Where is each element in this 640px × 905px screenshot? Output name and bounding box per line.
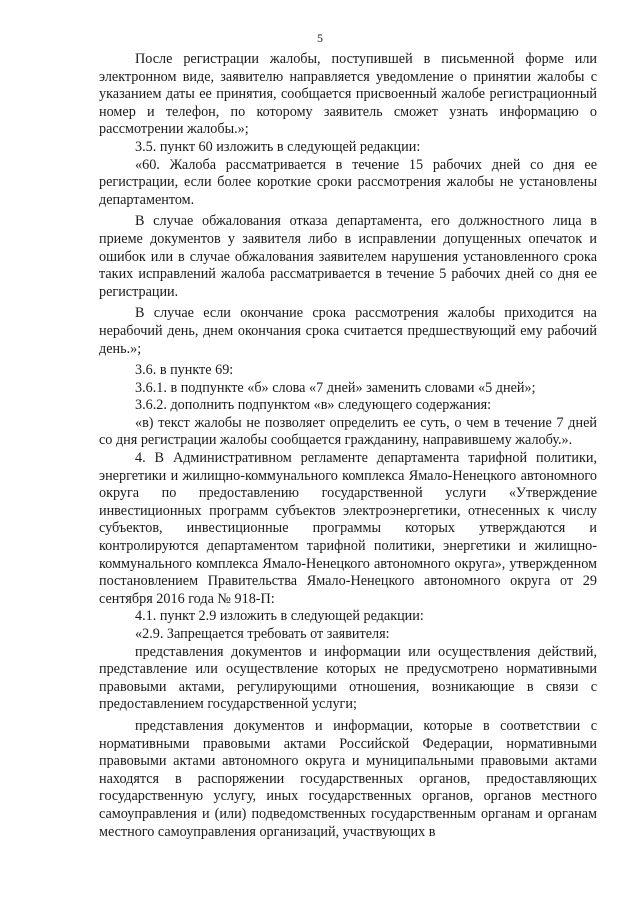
paragraph-item-3-6: 3.6. в пункте 69:	[135, 362, 234, 379]
page-number: 5	[317, 31, 323, 45]
paragraph-non-working-day: В случае если окончание срока рассмотрения жалобы приходится на нерабочий день, днем окончания срока считается предшествующий ему рабочий день.»;	[99, 305, 597, 357]
paragraph-item-3-6-2: 3.6.2. дополнить подпунктом «в» следующего содержания:	[135, 397, 492, 414]
paragraph-item-3-5: 3.5. пункт 60 изложить в следующей редакции:	[135, 138, 421, 155]
paragraph-item-4-1: 4.1. пункт 2.9 изложить в следующей редакции:	[135, 608, 424, 625]
paragraph-subitem-v: «в) текст жалобы не позволяет определить ее суть, о чем в течение 7 дней со дня регистрации жалобы сообщается гражданину, направившему жалобу.».	[99, 414, 597, 449]
paragraph-item-3-6-1: 3.6.1. в подпункте «б» слова «7 дней» заменить словами «5 дней»;	[135, 379, 536, 396]
paragraph-prohibition-documents: представления документов и информации, которые в соответствии с нормативными правовыми актами Российской Федерации, нормативными правовыми актами автономного округа и муниципальными правовыми актами находятся в распоряжении государственных органов, предоставляющих государственную услугу, иных государственных органов, органов местного самоуправления и (или) подведомственных государственным органам и органам местного самоуправления организаций, участвующих в	[99, 717, 597, 840]
document-body	[99, 51, 597, 841]
paragraph-item-2-9: «2.9. Запрещается требовать от заявителя:	[135, 626, 390, 642]
paragraph-item-4: 4. В Административном регламенте департамента тарифной политики, энергетики и жилищно-коммунального комплекса Ямало-Ненецкого автономного округа по предоставлению государственной услуги «Утверждение инвестиционных программ субъектов электроэнергетики, отнесенных к числу субъектов, инвестиционные программы которых утверждаются и контролируются департаментом тарифной политики, энергетики и жилищно-коммунального комплекса Ямало-Ненецкого автономного округа», утвержденном постановлением Правительства Ямало-Ненецкого автономного округа от 29 сентября 2016 года № 918-П:	[99, 450, 597, 607]
paragraph-item-60: «60. Жалоба рассматривается в течение 15 рабочих дней со дня ее регистрации, если более короткие сроки рассмотрения жалобы не установлены департаментом.	[99, 156, 597, 208]
paragraph-prohibition-actions: представления документов и информации или осуществления действий, представление или осуществление которых не предусмотрено нормативными правовыми актами, регулирующими отношения, возникающие в связи с предоставлением государственной услуги;	[99, 643, 597, 713]
paragraph-registration-notice: После регистрации жалобы, поступившей в письменной форме или электронном виде, заявителю направляется уведомление о принятии жалобы с указанием даты ее принятия, сообщается присвоенный жалобе регистрационный номер и телефон, по которому заявитель сможет узнать информацию о рассмотрении жалобы.»;	[99, 51, 597, 138]
paragraph-appeal-refusal: В случае обжалования отказа департамента, его должностного лица в приеме документов у заявителя либо в исправлении допущенных опечаток и ошибок или в случае обжалования заявителем нарушения установленного срока таких исправлений жалоба рассматривается в течение 5 рабочих дней со дня ее регистрации.	[99, 213, 597, 300]
